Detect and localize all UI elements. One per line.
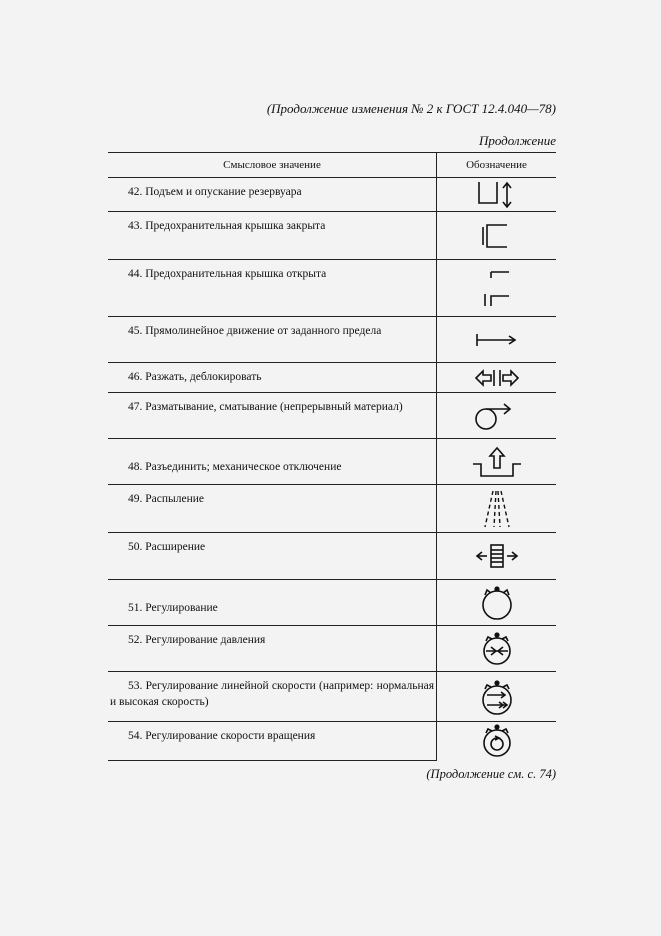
row-text: 49. Распыление: [128, 493, 204, 505]
table-row: [108, 178, 556, 212]
row-text: 46. Разжать, деблокировать: [128, 371, 262, 383]
table-row: [108, 485, 556, 533]
header-continuation-note: (Продолжение изменения № 2 к ГОСТ 12.4.040—78): [266, 101, 556, 116]
unwinding-icon: [472, 399, 522, 433]
column-header-symbol: Обозначение: [437, 153, 557, 178]
pressure-regulation-icon: [477, 629, 517, 669]
linear-speed-regulation-icon: [477, 676, 517, 718]
unclamp-icon: [473, 367, 521, 389]
row-text: 53. Регулирование линейной скорости (например: нормальная и высокая скорость): [110, 680, 434, 708]
row-text: 45. Прямолинейное движение от заданного предела: [128, 325, 382, 337]
table-row: [108, 580, 556, 626]
expansion-icon: [473, 541, 521, 571]
regulation-icon: [477, 583, 517, 623]
footer-continuation-ref: (Продолжение см. с. 74): [426, 767, 556, 781]
table-row: [108, 317, 556, 363]
cover-open-icon: [477, 266, 517, 310]
row-text: 47. Разматывание, сматывание (непрерывный материал): [128, 401, 403, 413]
table-row: [108, 722, 556, 761]
row-text: 42. Подъем и опускание резервуара: [128, 186, 302, 198]
row-text: 52. Регулирование давления: [128, 634, 266, 646]
table-row: [108, 363, 556, 393]
table-header-row: [108, 153, 556, 178]
row-text: 54. Регулирование скорости вращения: [128, 730, 316, 742]
symbols-table: [108, 152, 556, 761]
table-row: [108, 393, 556, 439]
spraying-icon: [479, 489, 515, 529]
row-text: 48. Разъединить; механическое отключение: [128, 461, 342, 473]
row-text: 50. Расширение: [128, 541, 206, 553]
continued-label: Продолжение: [478, 133, 556, 148]
tank-raise-lower-icon: [475, 179, 519, 211]
table-row: [108, 533, 556, 580]
table-row: [108, 672, 556, 722]
table-row: [108, 439, 556, 485]
row-text: 43. Предохранительная крышка закрыта: [128, 220, 326, 232]
rotation-speed-regulation-icon: [477, 722, 517, 760]
cover-closed-icon: [477, 221, 517, 251]
disconnect-icon: [471, 444, 523, 480]
table-row: [108, 212, 556, 260]
row-text: 44. Предохранительная крышка открыта: [128, 268, 327, 280]
column-header-meaning: Смысловое значение: [108, 153, 437, 178]
linear-motion-icon: [473, 330, 521, 350]
table-row: [108, 626, 556, 672]
table-row: [108, 260, 556, 317]
row-text: 51. Регулирование: [128, 602, 218, 614]
